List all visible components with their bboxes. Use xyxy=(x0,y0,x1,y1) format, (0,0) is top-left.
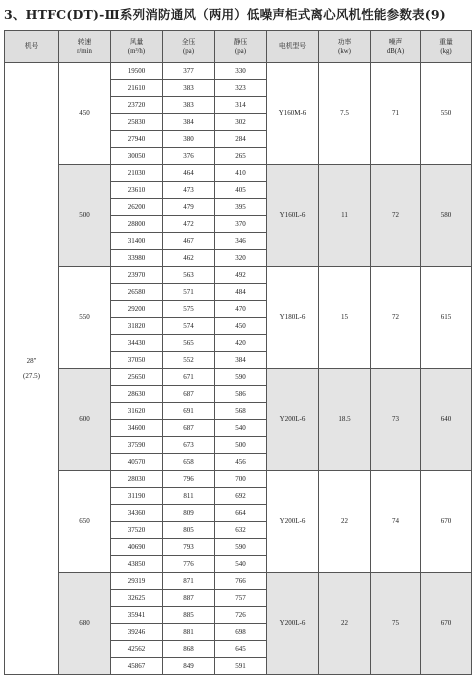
static-cell: 590 xyxy=(215,369,267,386)
speed-cell: 680 xyxy=(59,573,111,675)
total-cell: 881 xyxy=(163,624,215,641)
motor-cell: Y200L-6 xyxy=(267,369,319,471)
static-cell: 456 xyxy=(215,454,267,471)
noise-cell: 71 xyxy=(371,63,421,165)
airflow-cell: 31400 xyxy=(111,233,163,250)
total-cell: 575 xyxy=(163,301,215,318)
table-header-row xyxy=(5,31,472,63)
airflow-cell: 23610 xyxy=(111,182,163,199)
static-cell: 664 xyxy=(215,505,267,522)
static-cell: 314 xyxy=(215,97,267,114)
total-cell: 849 xyxy=(163,658,215,675)
static-cell: 346 xyxy=(215,233,267,250)
airflow-cell: 37050 xyxy=(111,352,163,369)
motor-cell: Y200L-6 xyxy=(267,573,319,675)
airflow-cell: 28030 xyxy=(111,471,163,488)
table-row xyxy=(5,165,472,182)
table-row xyxy=(5,63,472,80)
airflow-cell: 32625 xyxy=(111,590,163,607)
static-cell: 540 xyxy=(215,556,267,573)
airflow-cell: 40570 xyxy=(111,454,163,471)
total-cell: 563 xyxy=(163,267,215,284)
noise-cell: 72 xyxy=(371,267,421,369)
table-row xyxy=(5,267,472,284)
weight-cell: 640 xyxy=(421,369,472,471)
airflow-cell: 39246 xyxy=(111,624,163,641)
total-cell: 473 xyxy=(163,182,215,199)
weight-cell: 580 xyxy=(421,165,472,267)
total-cell: 565 xyxy=(163,335,215,352)
static-cell: 450 xyxy=(215,318,267,335)
static-cell: 757 xyxy=(215,590,267,607)
table-body xyxy=(5,63,472,675)
total-cell: 868 xyxy=(163,641,215,658)
airflow-cell: 28630 xyxy=(111,386,163,403)
static-cell: 540 xyxy=(215,420,267,437)
header-speed: 转速 r/min xyxy=(59,31,111,63)
airflow-cell: 31190 xyxy=(111,488,163,505)
airflow-cell: 26580 xyxy=(111,284,163,301)
airflow-cell: 29319 xyxy=(111,573,163,590)
total-cell: 376 xyxy=(163,148,215,165)
static-cell: 692 xyxy=(215,488,267,505)
total-cell: 383 xyxy=(163,97,215,114)
total-cell: 671 xyxy=(163,369,215,386)
total-cell: 574 xyxy=(163,318,215,335)
total-cell: 467 xyxy=(163,233,215,250)
airflow-cell: 43850 xyxy=(111,556,163,573)
airflow-cell: 37590 xyxy=(111,437,163,454)
header-weight: 重量 (kg) xyxy=(421,31,472,63)
static-cell: 586 xyxy=(215,386,267,403)
total-cell: 464 xyxy=(163,165,215,182)
total-cell: 887 xyxy=(163,590,215,607)
total-cell: 571 xyxy=(163,284,215,301)
total-cell: 377 xyxy=(163,63,215,80)
table-row xyxy=(5,573,472,590)
static-cell: 384 xyxy=(215,352,267,369)
total-cell: 687 xyxy=(163,420,215,437)
speed-cell: 600 xyxy=(59,369,111,471)
airflow-cell: 25650 xyxy=(111,369,163,386)
header-total-pressure: 全压 (pa) xyxy=(163,31,215,63)
power-cell: 7.5 xyxy=(319,63,371,165)
airflow-cell: 23720 xyxy=(111,97,163,114)
static-cell: 302 xyxy=(215,114,267,131)
static-cell: 591 xyxy=(215,658,267,675)
static-cell: 410 xyxy=(215,165,267,182)
airflow-cell: 19500 xyxy=(111,63,163,80)
weight-cell: 670 xyxy=(421,471,472,573)
page-title: 3、HTFC(DT)-Ⅲ系列消防通风（两用）低噪声柜式离心风机性能参数表(9) xyxy=(4,7,446,22)
total-cell: 811 xyxy=(163,488,215,505)
motor-cell: Y200L-6 xyxy=(267,471,319,573)
noise-cell: 74 xyxy=(371,471,421,573)
motor-cell: Y160M-6 xyxy=(267,63,319,165)
total-cell: 380 xyxy=(163,131,215,148)
airflow-cell: 34430 xyxy=(111,335,163,352)
airflow-cell: 33980 xyxy=(111,250,163,267)
motor-cell: Y180L-6 xyxy=(267,267,319,369)
total-cell: 658 xyxy=(163,454,215,471)
airflow-cell: 45867 xyxy=(111,658,163,675)
header-airflow: 风量 (m³/h) xyxy=(111,31,163,63)
static-cell: 590 xyxy=(215,539,267,556)
total-cell: 384 xyxy=(163,114,215,131)
speed-cell: 650 xyxy=(59,471,111,573)
weight-cell: 670 xyxy=(421,573,472,675)
total-cell: 776 xyxy=(163,556,215,573)
static-cell: 320 xyxy=(215,250,267,267)
noise-cell: 72 xyxy=(371,165,421,267)
total-cell: 552 xyxy=(163,352,215,369)
power-cell: 22 xyxy=(319,471,371,573)
power-cell: 18.5 xyxy=(319,369,371,471)
weight-cell: 615 xyxy=(421,267,472,369)
static-cell: 470 xyxy=(215,301,267,318)
airflow-cell: 21610 xyxy=(111,80,163,97)
static-cell: 370 xyxy=(215,216,267,233)
airflow-cell: 29200 xyxy=(111,301,163,318)
static-cell: 395 xyxy=(215,199,267,216)
static-cell: 492 xyxy=(215,267,267,284)
static-cell: 500 xyxy=(215,437,267,454)
static-cell: 265 xyxy=(215,148,267,165)
static-cell: 726 xyxy=(215,607,267,624)
airflow-cell: 40690 xyxy=(111,539,163,556)
total-cell: 673 xyxy=(163,437,215,454)
table-row xyxy=(5,471,472,488)
total-cell: 796 xyxy=(163,471,215,488)
airflow-cell: 31820 xyxy=(111,318,163,335)
performance-table xyxy=(4,30,472,675)
weight-cell: 550 xyxy=(421,63,472,165)
airflow-cell: 42562 xyxy=(111,641,163,658)
airflow-cell: 34600 xyxy=(111,420,163,437)
static-cell: 645 xyxy=(215,641,267,658)
power-cell: 15 xyxy=(319,267,371,369)
total-cell: 793 xyxy=(163,539,215,556)
airflow-cell: 23970 xyxy=(111,267,163,284)
table-row xyxy=(5,369,472,386)
total-cell: 687 xyxy=(163,386,215,403)
noise-cell: 73 xyxy=(371,369,421,471)
header-noise: 噪声 dB(A) xyxy=(371,31,421,63)
total-cell: 472 xyxy=(163,216,215,233)
speed-cell: 500 xyxy=(59,165,111,267)
airflow-cell: 30050 xyxy=(111,148,163,165)
airflow-cell: 31620 xyxy=(111,403,163,420)
total-cell: 805 xyxy=(163,522,215,539)
header-model: 机号 xyxy=(5,31,59,63)
total-cell: 809 xyxy=(163,505,215,522)
static-cell: 284 xyxy=(215,131,267,148)
noise-cell: 75 xyxy=(371,573,421,675)
static-cell: 323 xyxy=(215,80,267,97)
power-cell: 11 xyxy=(319,165,371,267)
model-number-cell: 28" (27.5) xyxy=(5,63,59,675)
airflow-cell: 26200 xyxy=(111,199,163,216)
static-cell: 484 xyxy=(215,284,267,301)
speed-cell: 450 xyxy=(59,63,111,165)
airflow-cell: 35941 xyxy=(111,607,163,624)
total-cell: 885 xyxy=(163,607,215,624)
airflow-cell: 21030 xyxy=(111,165,163,182)
total-cell: 462 xyxy=(163,250,215,267)
airflow-cell: 25830 xyxy=(111,114,163,131)
static-cell: 330 xyxy=(215,63,267,80)
static-cell: 420 xyxy=(215,335,267,352)
static-cell: 568 xyxy=(215,403,267,420)
static-cell: 632 xyxy=(215,522,267,539)
airflow-cell: 34360 xyxy=(111,505,163,522)
static-cell: 405 xyxy=(215,182,267,199)
total-cell: 479 xyxy=(163,199,215,216)
header-motor: 电机型号 xyxy=(267,31,319,63)
total-cell: 383 xyxy=(163,80,215,97)
static-cell: 700 xyxy=(215,471,267,488)
header-static-pressure: 静压 (pa) xyxy=(215,31,267,63)
airflow-cell: 27940 xyxy=(111,131,163,148)
total-cell: 871 xyxy=(163,573,215,590)
total-cell: 691 xyxy=(163,403,215,420)
airflow-cell: 28800 xyxy=(111,216,163,233)
airflow-cell: 37520 xyxy=(111,522,163,539)
speed-cell: 550 xyxy=(59,267,111,369)
static-cell: 766 xyxy=(215,573,267,590)
power-cell: 22 xyxy=(319,573,371,675)
header-power: 功率 (kw) xyxy=(319,31,371,63)
motor-cell: Y160L-6 xyxy=(267,165,319,267)
static-cell: 698 xyxy=(215,624,267,641)
